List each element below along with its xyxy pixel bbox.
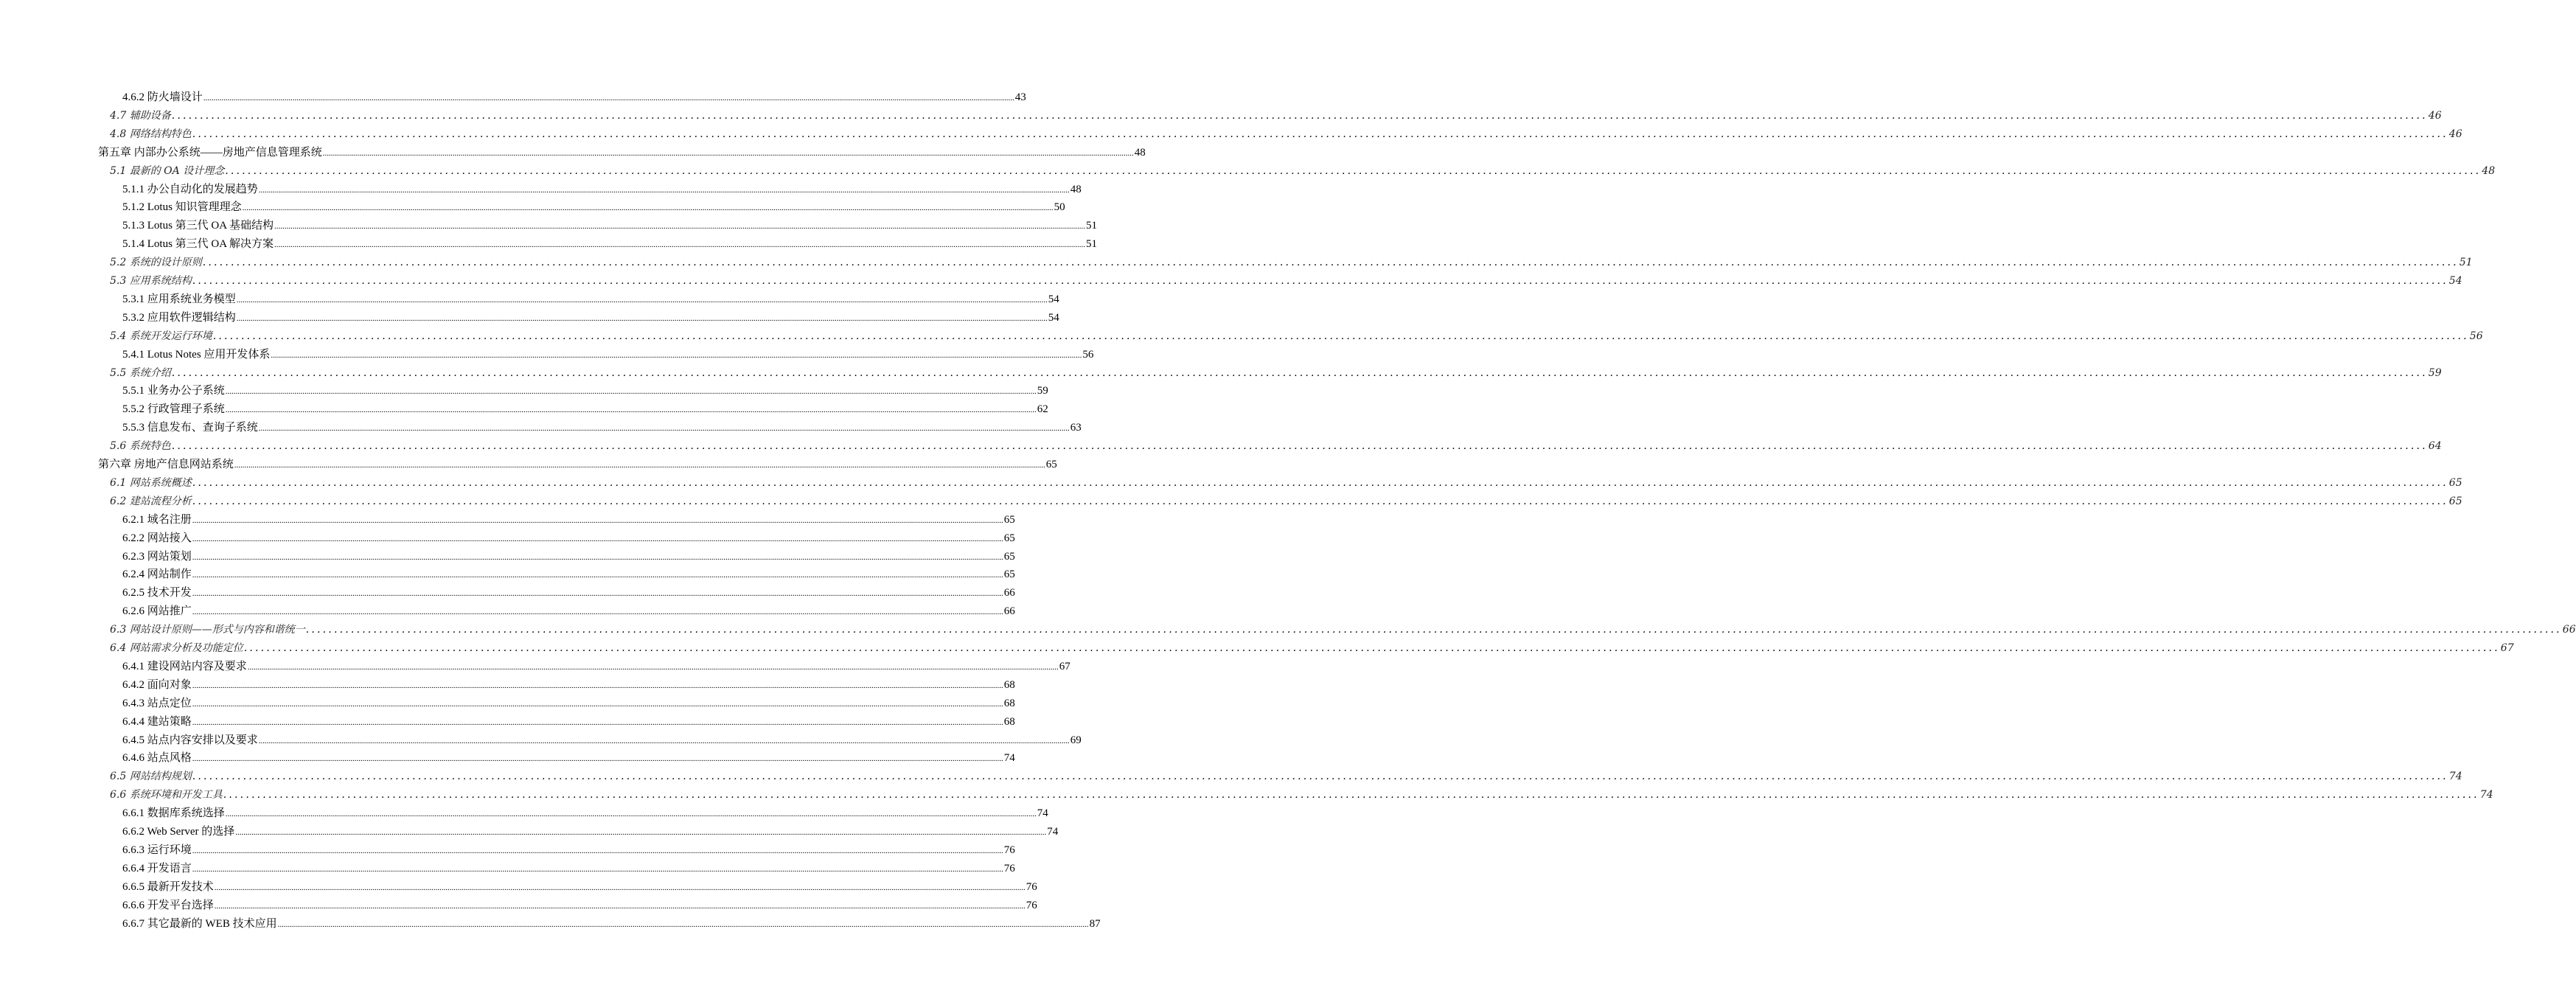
toc-entry[interactable] bbox=[122, 804, 1048, 823]
toc-entry-title: 6.4 网站需求分析及功能定位 bbox=[110, 642, 243, 654]
toc-entry-title: 5.5.2 行政管理子系统 bbox=[122, 403, 225, 416]
toc-leader-dots: ................................................................................................................................................................................................................................................................................................................................................................................................................ bbox=[243, 642, 2500, 654]
toc-entry-title: 5.6 系统特色 bbox=[110, 440, 171, 453]
toc-leader-dots: ................................................................................................................................................................................................................................................................................................................................................................................................................ bbox=[258, 736, 1070, 745]
toc-entry-title: 5.5.3 信息发布、查询子系统 bbox=[122, 422, 258, 434]
toc-leader-dots: ................................................................................................................................................................................................................................................................................................................................................................................................................ bbox=[236, 295, 1048, 305]
toc-entry-page: 56 bbox=[2469, 330, 2483, 342]
toc-entry-page: 74 bbox=[2448, 771, 2462, 783]
toc-leader-dots: ................................................................................................................................................................................................................................................................................................................................................................................................................ bbox=[192, 754, 1003, 764]
toc-entry-title: 5.2 系统的设计原则 bbox=[110, 257, 202, 269]
toc-entry-page: 74 bbox=[1037, 807, 1048, 820]
toc-entry-title: 6.2.6 网站推广 bbox=[122, 605, 192, 618]
toc-entry-title: 6.5 网站结构规划 bbox=[110, 771, 192, 783]
toc-leader-dots: ................................................................................................................................................................................................................................................................................................................................................................................................................ bbox=[214, 901, 1026, 911]
toc-entry-title: 5.4.1 Lotus Notes 应用开发体系 bbox=[122, 348, 271, 361]
toc-entry[interactable] bbox=[110, 254, 2473, 272]
toc-entry-page: 59 bbox=[2428, 366, 2442, 379]
toc-entry[interactable] bbox=[122, 198, 1065, 217]
toc-leader-dots: ................................................................................................................................................................................................................................................................................................................................................................................................................ bbox=[225, 810, 1037, 819]
toc-entry-title: 6.6.7 其它最新的 WEB 技术应用 bbox=[122, 917, 277, 930]
toc-entry-title: 5.3.1 应用系统业务模型 bbox=[122, 293, 236, 305]
toc-entry-title: 6.3 网站设计原则——形式与内容和谐统一 bbox=[110, 624, 305, 636]
toc-leader-dots: ................................................................................................................................................................................................................................................................................................................................................................................................................ bbox=[258, 185, 1070, 195]
toc-entry-page: 46 bbox=[2448, 128, 2462, 140]
toc-entry-page: 67 bbox=[1059, 660, 1071, 672]
toc-entry-title: 5.1 最新的 OA 设计理念 bbox=[110, 164, 225, 177]
toc-entry-title: 5.1.3 Lotus 第三代 OA 基础结构 bbox=[122, 220, 274, 232]
toc-entry-title: 6.6.4 开发语言 bbox=[122, 862, 192, 874]
toc-entry-title: 5.3 应用系统结构 bbox=[110, 275, 192, 287]
toc-entry[interactable] bbox=[110, 364, 2442, 383]
toc-entry-page: 87 bbox=[1089, 917, 1101, 930]
toc-entry-page: 46 bbox=[2428, 109, 2442, 122]
toc-entry-title: 6.2.4 网站制作 bbox=[122, 568, 192, 581]
toc-entry-page: 43 bbox=[1014, 91, 1026, 103]
toc-entry-title: 4.7 辅助设备 bbox=[110, 109, 171, 122]
toc-leader-dots: ................................................................................................................................................................................................................................................................................................................................................................................................................ bbox=[192, 515, 1003, 525]
toc-leader-dots: ................................................................................................................................................................................................................................................................................................................................................................................................................ bbox=[274, 222, 1086, 232]
toc-entry[interactable] bbox=[110, 327, 2483, 346]
toc-leader-dots: ................................................................................................................................................................................................................................................................................................................................................................................................................ bbox=[192, 699, 1003, 709]
toc-entry-page: 66 bbox=[1003, 605, 1015, 618]
toc-leader-dots: ................................................................................................................................................................................................................................................................................................................................................................................................................ bbox=[322, 148, 1134, 158]
toc-entry-page: 76 bbox=[1026, 880, 1037, 893]
toc-leader-dots: ................................................................................................................................................................................................................................................................................................................................................................................................................ bbox=[192, 571, 1003, 580]
toc-leader-dots: ................................................................................................................................................................................................................................................................................................................................................................................................................ bbox=[192, 864, 1003, 874]
toc-leader-dots: ................................................................................................................................................................................................................................................................................................................................................................................................................ bbox=[192, 534, 1003, 543]
toc-entry-title: 6.6.3 运行环境 bbox=[122, 844, 192, 856]
toc-entry[interactable] bbox=[122, 823, 1059, 841]
toc-entry-page: 48 bbox=[1134, 146, 1146, 159]
toc-entry-title: 4.6.2 防火墙设计 bbox=[122, 91, 203, 103]
toc-entry-page: 65 bbox=[1003, 550, 1015, 563]
toc-entry-page: 65 bbox=[1003, 568, 1015, 581]
toc-entry-page: 66 bbox=[2562, 624, 2576, 636]
toc-entry-title: 6.2 建站流程分析 bbox=[110, 495, 192, 507]
toc-leader-dots: ................................................................................................................................................................................................................................................................................................................................................................................................................ bbox=[192, 552, 1003, 562]
toc-leader-dots: ................................................................................................................................................................................................................................................................................................................................................................................................................ bbox=[192, 608, 1003, 617]
toc-entry-page: 48 bbox=[2482, 164, 2496, 177]
toc-entry-title: 6.2.1 域名注册 bbox=[122, 513, 192, 526]
toc-leader-dots: ................................................................................................................................................................................................................................................................................................................................................................................................................ bbox=[223, 789, 2479, 802]
toc-entry[interactable] bbox=[122, 309, 1059, 327]
toc-entry-page: 51 bbox=[1086, 238, 1098, 251]
toc-leader-dots: ................................................................................................................................................................................................................................................................................................................................................................................................................ bbox=[171, 109, 2428, 122]
toc-entry[interactable] bbox=[122, 731, 1082, 750]
toc-entry-title: 5.5.1 业务办公子系统 bbox=[122, 385, 225, 397]
toc-leader-dots: ................................................................................................................................................................................................................................................................................................................................................................................................................ bbox=[202, 257, 2459, 269]
toc-entry-page: 51 bbox=[1086, 220, 1098, 232]
toc-entry[interactable] bbox=[110, 162, 2496, 181]
toc-entry[interactable] bbox=[110, 437, 2442, 456]
toc-leader-dots: ................................................................................................................................................................................................................................................................................................................................................................................................................ bbox=[192, 771, 2448, 783]
toc-entry[interactable] bbox=[110, 621, 2576, 639]
toc-entry-page: 74 bbox=[2479, 789, 2493, 802]
toc-entry[interactable] bbox=[98, 144, 1146, 162]
toc-entry-page: 76 bbox=[1003, 844, 1015, 856]
toc-entry-title: 6.6.6 开发平台选择 bbox=[122, 899, 214, 911]
toc-entry-page: 76 bbox=[1003, 862, 1015, 874]
toc-entry-page: 62 bbox=[1037, 403, 1048, 416]
toc-entry-page: 68 bbox=[1003, 697, 1015, 709]
toc-entry-page: 54 bbox=[1048, 311, 1059, 324]
toc-leader-dots: ................................................................................................................................................................................................................................................................................................................................................................................................................ bbox=[277, 919, 1089, 929]
toc-leader-dots: ................................................................................................................................................................................................................................................................................................................................................................................................................ bbox=[236, 313, 1048, 323]
toc-leader-dots: ................................................................................................................................................................................................................................................................................................................................................................................................................ bbox=[214, 883, 1026, 892]
toc-leader-dots: ................................................................................................................................................................................................................................................................................................................................................................................................................ bbox=[225, 164, 2482, 177]
toc-entry[interactable] bbox=[122, 346, 1094, 364]
toc-entry[interactable] bbox=[110, 272, 2462, 291]
toc-entry-page: 66 bbox=[1003, 587, 1015, 599]
toc-entry-page: 54 bbox=[1048, 293, 1059, 305]
toc-leader-dots: ................................................................................................................................................................................................................................................................................................................................................................................................................ bbox=[192, 275, 2448, 287]
toc-leader-dots: ................................................................................................................................................................................................................................................................................................................................................................................................................ bbox=[225, 406, 1037, 415]
toc-entry-page: 65 bbox=[2448, 476, 2462, 489]
toc-entry-title: 5.3.2 应用软件逻辑结构 bbox=[122, 311, 236, 324]
toc-entry[interactable] bbox=[110, 107, 2442, 125]
toc-entry-page: 59 bbox=[1037, 385, 1048, 397]
toc-entry-title: 第六章 房地产信息网站系统 bbox=[98, 459, 234, 470]
toc-entry-title: 6.4.1 建设网站内容及要求 bbox=[122, 660, 247, 672]
toc-entry[interactable] bbox=[122, 217, 1098, 235]
toc-entry[interactable] bbox=[122, 713, 1015, 731]
toc-entry-page: 64 bbox=[2428, 440, 2442, 453]
toc-entry[interactable] bbox=[122, 400, 1048, 419]
toc-entry[interactable] bbox=[110, 493, 2462, 511]
toc-entry-page: 74 bbox=[1003, 752, 1015, 765]
toc-entry[interactable] bbox=[110, 786, 2493, 804]
toc-leader-dots: ................................................................................................................................................................................................................................................................................................................................................................................................................ bbox=[258, 424, 1070, 434]
toc-entry-title: 5.4 系统开发运行环境 bbox=[110, 330, 212, 342]
toc-entry[interactable] bbox=[122, 235, 1098, 254]
toc-entry-page: 51 bbox=[2459, 257, 2473, 269]
toc-leader-dots: ................................................................................................................................................................................................................................................................................................................................................................................................................ bbox=[171, 440, 2428, 453]
toc-entry-title: 4.8 网络结构特色 bbox=[110, 128, 192, 140]
toc-entry[interactable] bbox=[110, 125, 2462, 144]
toc-entry-title: 6.6.2 Web Server 的选择 bbox=[122, 826, 235, 838]
toc-entry[interactable] bbox=[122, 584, 1015, 602]
toc-entry-title: 6.4.2 面向对象 bbox=[122, 678, 192, 691]
toc-entry-title: 6.1 网站系统概述 bbox=[110, 476, 192, 489]
toc-entry-title: 6.2.5 技术开发 bbox=[122, 587, 192, 599]
toc-leader-dots: ................................................................................................................................................................................................................................................................................................................................................................................................................ bbox=[192, 495, 2448, 507]
toc-leader-dots: ................................................................................................................................................................................................................................................................................................................................................................................................................ bbox=[192, 846, 1003, 855]
toc-entry-title: 5.1.1 办公自动化的发展趋势 bbox=[122, 183, 258, 195]
toc-entry[interactable] bbox=[122, 511, 1015, 529]
toc-entry-page: 76 bbox=[1026, 899, 1037, 911]
toc-entry[interactable] bbox=[122, 878, 1037, 897]
toc-entry-title: 5.1.2 Lotus 知识管理理念 bbox=[122, 201, 242, 214]
toc-leader-dots: ................................................................................................................................................................................................................................................................................................................................................................................................................ bbox=[192, 717, 1003, 727]
toc-entry-page: 56 bbox=[1082, 348, 1094, 361]
toc-leader-dots: ................................................................................................................................................................................................................................................................................................................................................................................................................ bbox=[192, 128, 2448, 140]
toc-entry[interactable] bbox=[122, 676, 1015, 695]
toc-entry-page: 68 bbox=[1003, 715, 1015, 728]
toc-entry-page: 74 bbox=[1047, 826, 1059, 838]
toc-entry-page: 65 bbox=[1045, 459, 1057, 470]
toc-leader-dots: ................................................................................................................................................................................................................................................................................................................................................................................................................ bbox=[235, 828, 1047, 837]
toc-entry-page: 65 bbox=[1003, 513, 1015, 526]
toc-entry-page: 68 bbox=[1003, 678, 1015, 691]
toc-leader-dots: ................................................................................................................................................................................................................................................................................................................................................................................................................ bbox=[192, 589, 1003, 599]
toc-entry[interactable] bbox=[122, 529, 1015, 548]
toc-entry[interactable] bbox=[122, 860, 1015, 878]
toc-entry-title: 6.4.3 站点定位 bbox=[122, 697, 192, 709]
toc-entry-page: 67 bbox=[2500, 642, 2514, 654]
toc-entry[interactable] bbox=[122, 419, 1082, 437]
toc-leader-dots: ................................................................................................................................................................................................................................................................................................................................................................................................................ bbox=[203, 94, 1014, 102]
toc-entry[interactable] bbox=[122, 897, 1037, 915]
toc-entry-page: 65 bbox=[1003, 532, 1015, 544]
toc-leader-dots: ................................................................................................................................................................................................................................................................................................................................................................................................................ bbox=[192, 681, 1003, 690]
toc-entry-title: 5.5 系统介绍 bbox=[110, 366, 171, 379]
toc-entry-title: 6.6 系统环境和开发工具 bbox=[110, 789, 223, 802]
toc-entry-page: 69 bbox=[1070, 734, 1082, 746]
toc-entry-title: 6.2.2 网站接入 bbox=[122, 532, 192, 544]
toc-leader-dots: ................................................................................................................................................................................................................................................................................................................................................................................................................ bbox=[247, 662, 1059, 672]
toc-leader-dots: ................................................................................................................................................................................................................................................................................................................................................................................................................ bbox=[192, 476, 2448, 489]
toc-entry[interactable] bbox=[122, 695, 1015, 713]
toc-entry[interactable] bbox=[122, 915, 1101, 933]
toc-leader-dots: ................................................................................................................................................................................................................................................................................................................................................................................................................ bbox=[242, 204, 1054, 213]
toc-entry-page: 65 bbox=[2448, 495, 2462, 507]
toc-entry[interactable] bbox=[122, 382, 1048, 400]
toc-entry[interactable] bbox=[122, 658, 1071, 676]
toc-entry[interactable] bbox=[122, 548, 1015, 566]
toc-entry[interactable] bbox=[98, 456, 1057, 474]
toc-entry[interactable] bbox=[122, 181, 1082, 199]
toc-entry[interactable] bbox=[110, 474, 2462, 493]
toc-entry-page: 50 bbox=[1054, 201, 1065, 214]
toc-leader-dots: ................................................................................................................................................................................................................................................................................................................................................................................................................ bbox=[271, 350, 1082, 360]
toc-entry-title: 6.4.4 建站策略 bbox=[122, 715, 192, 728]
toc-leader-dots: ................................................................................................................................................................................................................................................................................................................................................................................................................ bbox=[225, 387, 1037, 397]
toc-entry-title: 6.6.1 数据库系统选择 bbox=[122, 807, 225, 820]
toc-leader-dots: ................................................................................................................................................................................................................................................................................................................................................................................................................ bbox=[274, 240, 1086, 250]
toc-entry-title: 6.6.5 最新开发技术 bbox=[122, 880, 214, 893]
toc-entry-title: 6.2.3 网站策划 bbox=[122, 550, 192, 563]
toc-leader-dots: ................................................................................................................................................................................................................................................................................................................................................................................................................ bbox=[171, 366, 2428, 379]
toc-entry-title: 6.4.6 站点风格 bbox=[122, 752, 192, 765]
toc-leader-dots: ................................................................................................................................................................................................................................................................................................................................................................................................................ bbox=[234, 461, 1045, 470]
toc-entry[interactable] bbox=[122, 841, 1015, 860]
toc-leader-dots: ................................................................................................................................................................................................................................................................................................................................................................................................................ bbox=[212, 330, 2469, 342]
toc-leader-dots: ................................................................................................................................................................................................................................................................................................................................................................................................................ bbox=[305, 624, 2562, 636]
toc-entry-title: 第五章 内部办公系统——房地产信息管理系统 bbox=[98, 146, 322, 159]
toc-entry[interactable] bbox=[122, 602, 1015, 621]
toc-entry-title: 6.4.5 站点内容安排以及要求 bbox=[122, 734, 258, 746]
toc-entry[interactable] bbox=[122, 88, 1026, 107]
toc-entry[interactable] bbox=[110, 639, 2514, 658]
toc-entry[interactable] bbox=[110, 768, 2462, 786]
toc-entry[interactable] bbox=[122, 291, 1059, 309]
toc-entry-page: 48 bbox=[1070, 183, 1082, 195]
toc-entry[interactable] bbox=[122, 749, 1015, 768]
toc-entry-title: 5.1.4 Lotus 第三代 OA 解决方案 bbox=[122, 238, 274, 251]
toc-entry-page: 63 bbox=[1070, 422, 1082, 434]
toc-entry-page: 54 bbox=[2448, 275, 2462, 287]
toc-entry[interactable] bbox=[122, 566, 1015, 584]
